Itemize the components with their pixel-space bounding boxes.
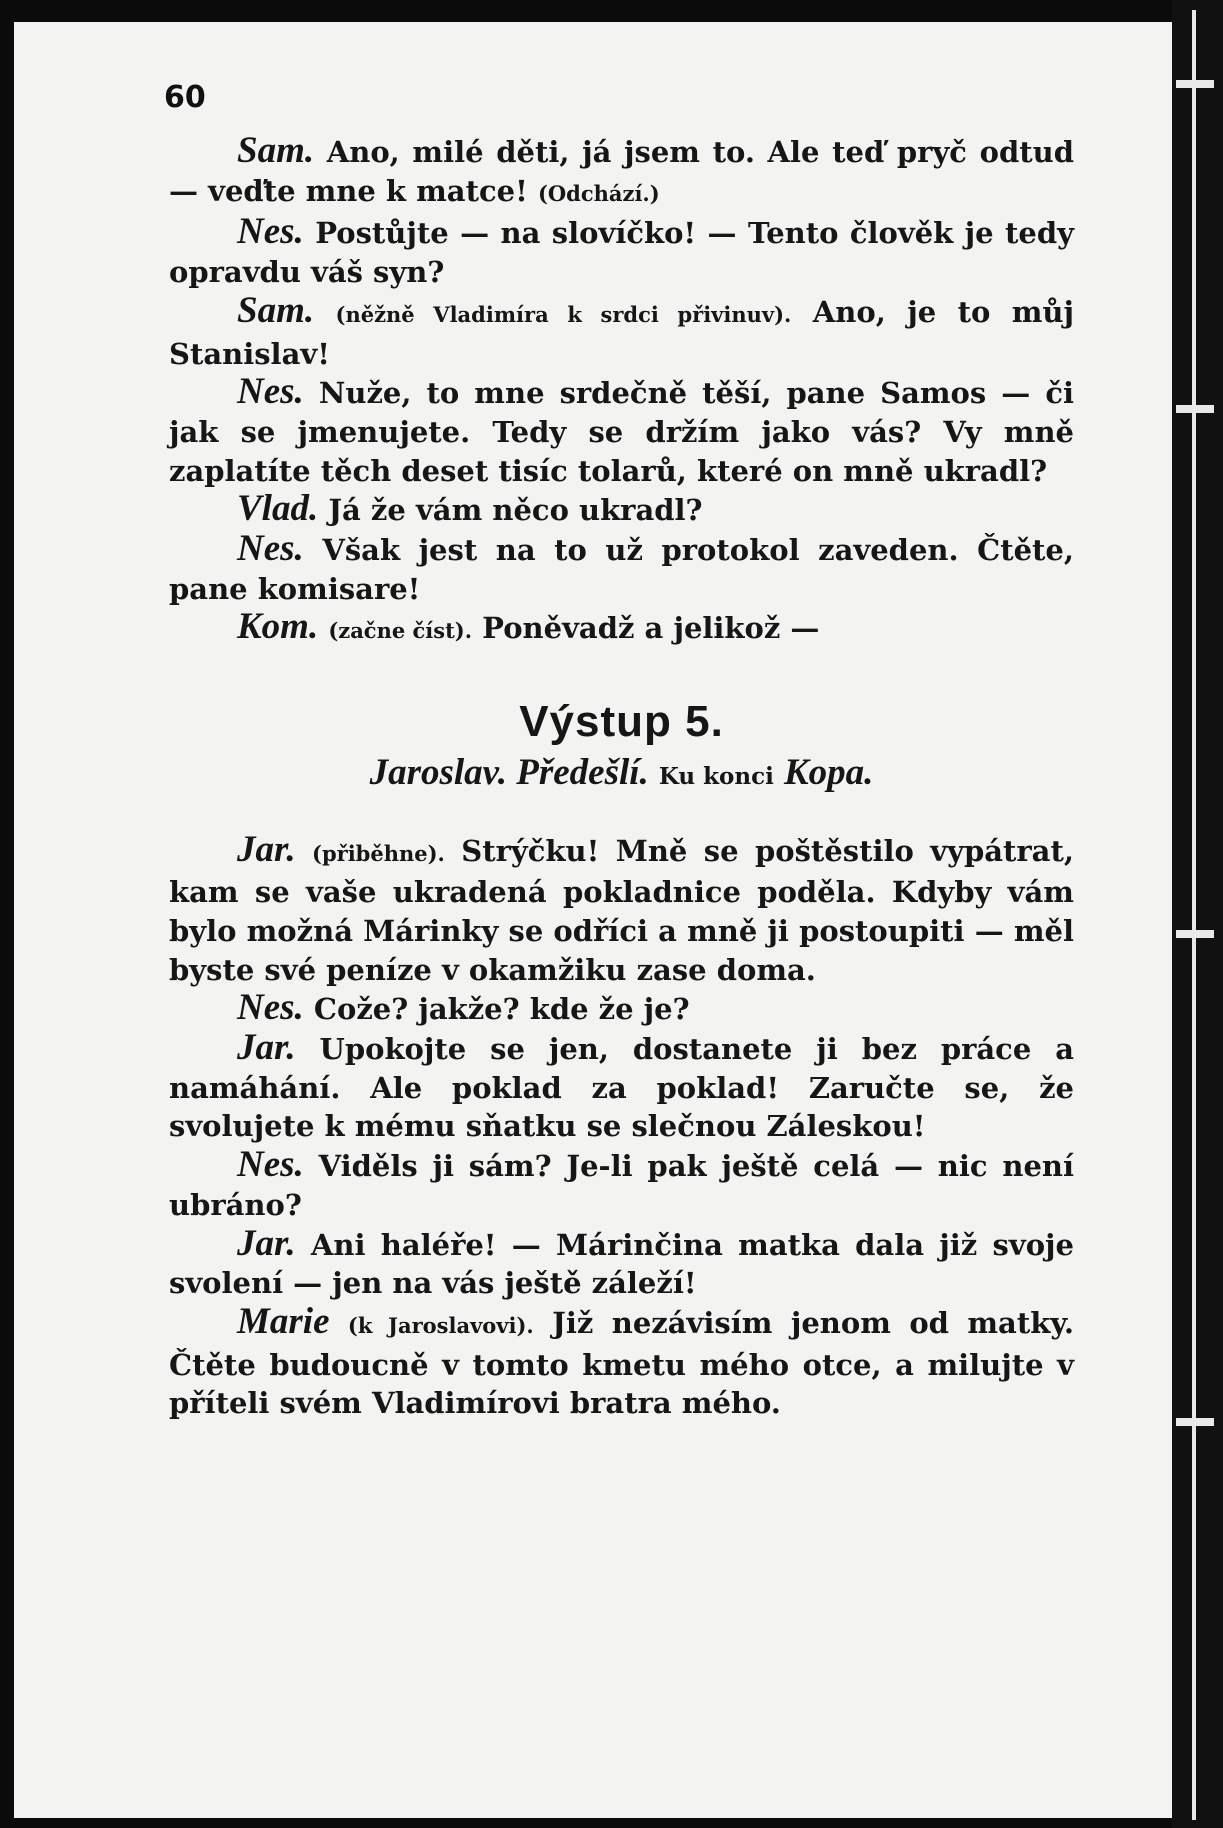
- speech-text: Postůjte — na slovíčko! — Tento člověk je tedy opravdu váš syn?: [169, 216, 1074, 290]
- gutter-mark: [1176, 930, 1214, 938]
- speech-text: Poněvadž a jelikož —: [482, 611, 820, 646]
- speech-text: Cože? jakže? kde že je?: [313, 992, 690, 1027]
- speech-text: Ani haléře! — Márinčina matka dala již svoje svolení — jen na vás ještě záleží!: [169, 1227, 1074, 1301]
- speech-text: Ano, milé děti, já jsem to. Ale teď pryč odtud — veďte mne k matce!: [169, 135, 1074, 208]
- dialogue-line: [169, 1222, 1074, 1303]
- speech-text: Nuže, to mne srdečně těší, pane Samos — či jak se jmenujete. Tedy se držím jako vás? Vy mně zaplatíte těch deset tisíc tolarů, které on mně ukradl?: [169, 376, 1074, 488]
- speaker-name: Nes.: [237, 528, 304, 570]
- dialogue-line: [169, 530, 1074, 608]
- book-page: [14, 22, 1172, 1818]
- scene-title: Výstup 5.: [519, 697, 724, 747]
- speaker-name: Nes.: [237, 1144, 304, 1186]
- speaker-name: Jar.: [237, 1027, 296, 1069]
- speaker-name: Vlad.: [237, 488, 319, 530]
- speaker-name: Jar.: [237, 828, 296, 870]
- dialogue-line: [169, 828, 1074, 990]
- dialogue-line: [169, 490, 1074, 530]
- page-text: [169, 132, 1074, 1423]
- speech-text: Strýčku! Mně se poštěstilo vypátrat, kam se vaše ukradená pokladnice poděla. Kdyby vám bylo možná Márinky se odříci a mně ji postoupiti — měl byste své peníze v okamžiku zase doma.: [169, 833, 1074, 987]
- book-gutter: [1172, 0, 1223, 1828]
- speaker-name: Kom.: [237, 606, 319, 648]
- dialogue-line: [169, 1146, 1074, 1224]
- stage-direction: (přiběhne).: [312, 840, 445, 866]
- dialogue-line: [169, 213, 1074, 291]
- speech-text: Však jest na to už protokol zaveden. Čtěte, pane komisare!: [169, 533, 1074, 606]
- dialogue-line: [169, 373, 1074, 490]
- gutter-line: [1192, 10, 1196, 1820]
- speech-text: Já že vám něco ukradl?: [328, 493, 703, 528]
- speaker-name: Sam.: [237, 130, 315, 171]
- dialogue-line: [169, 989, 1074, 1029]
- scene-cast: [169, 751, 1074, 797]
- gutter-mark: [1176, 80, 1214, 88]
- speech-text: Ano, je to můj Stanislav!: [169, 294, 1074, 371]
- speaker-name: Nes.: [237, 371, 304, 413]
- page-number: 60: [164, 80, 206, 115]
- stage-direction: (Odchází.): [537, 180, 660, 206]
- speaker-name: Nes.: [237, 211, 304, 253]
- stage-direction: (začne číst).: [328, 618, 473, 644]
- dialogue-line: [169, 1300, 1074, 1423]
- dialogue-line: [169, 132, 1074, 213]
- speech-text: Již nezávisím jenom od matky. Čtěte budoucně v tomto kmetu mého otce, a milujte v příteli svém Vladimírovi bratra mého.: [169, 1305, 1074, 1421]
- stage-direction: (k Jaroslavovi).: [347, 1312, 534, 1338]
- speaker-name: Sam.: [237, 289, 315, 331]
- dialogue-line: [169, 1029, 1074, 1146]
- speaker-name: Marie: [237, 1300, 330, 1342]
- dialogue-line: [169, 608, 1074, 651]
- speech-text: Viděls ji sám? Je-li pak ještě celá — nic není ubráno?: [169, 1149, 1075, 1222]
- speaker-name: Jar.: [237, 1222, 296, 1264]
- cast-late-entrant: Kopa.: [783, 751, 874, 793]
- dialogue-line: [169, 289, 1074, 373]
- stage-direction: (něžně Vladimíra k srdci přivinuv).: [335, 301, 792, 327]
- cast-note: Ku konci: [658, 762, 774, 790]
- speech-text: Upokojte se jen, dostanete ji bez práce a namáhání. Ale poklad za poklad! Zaručte se, že svolujete k mému sňatku se slečnou Záleskou!: [169, 1032, 1074, 1144]
- cast-names: Jaroslav. Předešlí.: [369, 751, 649, 793]
- speaker-name: Nes.: [237, 987, 304, 1029]
- gutter-mark: [1176, 1418, 1214, 1426]
- gutter-mark: [1176, 405, 1214, 413]
